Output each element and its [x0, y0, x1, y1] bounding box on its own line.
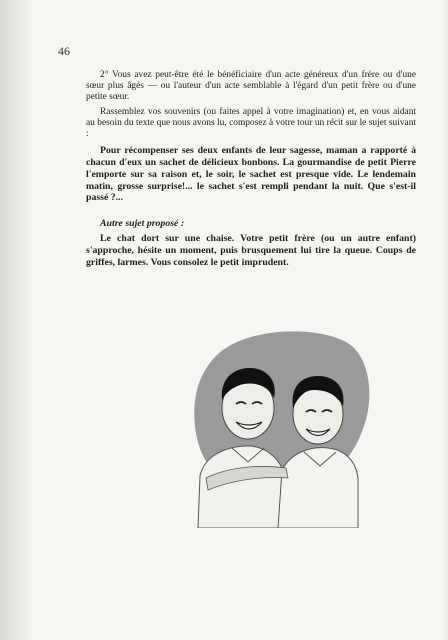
text-body [86, 70, 416, 269]
right-boy-shirt [278, 448, 358, 528]
page-gutter-shadow [0, 0, 30, 640]
subject-text: Pour récompenser ses deux enfants de leur sagesse, maman a rapporté à chacun d'eux un sachet de délicieux bonbons. La gourmandise de petit Pierre l'emporte sur sa raison et, le soir, le sachet est presque vide. Le lendemain matin, grosse surprise!... le sachet s'est rempli pendant la nuit. Que s'est-il passé ?... [86, 145, 416, 204]
page-number: 46 [58, 44, 70, 58]
alternate-subject-heading: Autre sujet proposé : [100, 218, 185, 230]
paragraph-instructions: Rassemblez vos souvenirs (ou faites appel à votre imagination) et, en vous aidant au besoin du texte que nous avons lu, composez à votre tour un récit sur le sujet suivant : [86, 106, 416, 140]
alternate-subject-text: Le chat dort sur une chaise. Votre petit frère (ou un autre enfant) s'approche, hésite un moment, puis brusquement lui tire la queue. Coups de griffes, larmes. Vous consolez le petit imprudent. [86, 233, 416, 268]
paragraph-intro: 2° Vous avez peut-être été le bénéficiaire d'un acte généreux d'un frère ou d'une sœur plus âgés — ou l'auteur d'un acte semblable à l'égard d'un petit frère ou d'une petite sœur. [86, 70, 416, 103]
page-edge-shadow [442, 0, 448, 640]
two-brothers-illustration [186, 328, 376, 528]
